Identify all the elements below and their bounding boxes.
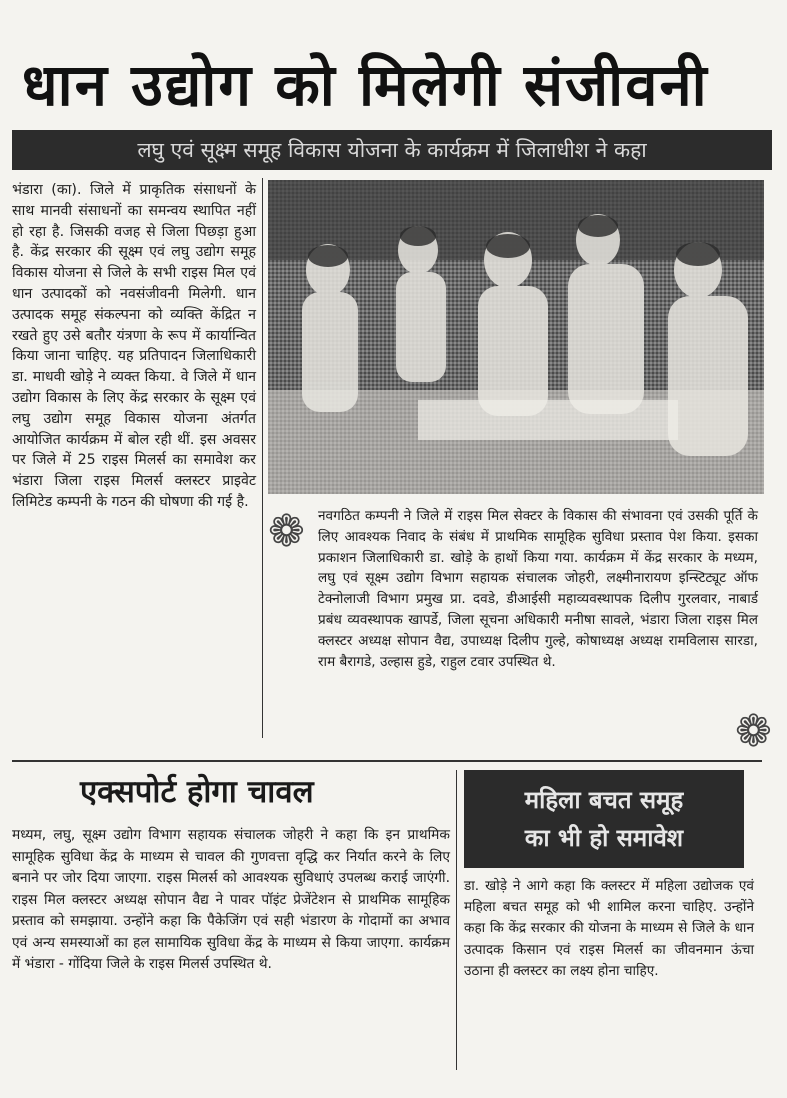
column-divider [262, 178, 263, 738]
news-photo [268, 180, 764, 494]
sidebox-heading-line1: महिला बचत समूह [524, 786, 684, 814]
sidebox-heading-line2: का भी हो समावेश [524, 824, 684, 852]
section-column-divider [456, 770, 457, 1070]
swirl-ornament-end-icon: ❁ [735, 706, 772, 757]
section-body-export: मध्यम, लघु, सूक्ष्म उद्योग विभाग सहायक संचालक जोहरी ने कहा कि इन प्राथमिक सामूहिक सुविधा केंद्र के माध्यम से चावल की गुणवत्ता वृद्धि कर निर्यात करने के लिए बनाने पर जोर दिया जाएगा. राइस मिलर्स को आवश्यक सुविधाएं उपलब्ध कराई जाएंगी. राइस मिल क्लस्टर अध्यक्ष सोपान वैद्य ने पावर पॉइंट प्रेजेंटेशन से प्राथमिक सामूहिक प्रस्ताव को समझाया. उन्होंने कहा कि पैकेजिंग एवं सही भंडारण के गोदामों का अभाव एवं अन्य समस्याओं का हल सामायिक सुविधा केंद्र के माध्यम से किया जाएगा. कार्यक्रम में भंडारा - गोंदिया जिले के राइस मिलर्स उपस्थित थे. [12, 827, 450, 972]
article-headline: धान उद्योग को मिलेगी संजीवनी [22, 51, 709, 119]
section-divider [12, 760, 762, 762]
swirl-ornament-icon: ❁ [268, 506, 305, 557]
article-column-1: भंडारा (का). जिले में प्राकृतिक संसाधनों के साथ मानवी संसाधनों का समन्वय स्थापित नहीं हो रहा है. जिसकी वजह से जिला पिछड़ा हुआ है. केंद्र सरकार की सूक्ष्म एवं लघु उद्योग समूह विकास योजना से जिले के सभी राइस मिल एवं धान उत्पादकों को नवसंजीवनी मिलेगी. धान उत्पादक समूह संकल्पना को व्यक्ति केंद्रित न रखते हुए उसे बतौर यंत्रणा के रूप में कार्यान्वित किया जाना चाहिए. यह प्रतिपादन जिलाधिकारी डा. माधवी खोड़े ने व्यक्त किया. वे जिले में धान उद्योग विकास के लिए केंद्र सरकार के सूक्ष्म एवं लघु उद्योग समूह विकास योजना अंतर्गत आयोजित कार्यक्रम में बोल रही थीं. इस अवसर पर जिले में 25 राइस मिलर्स का समावेश कर भंडारा जिला राइस मिलर्स क्लस्टर प्राइवेट लिमिटेड कम्पनी के गठन की घोषणा की गई है. [12, 182, 256, 510]
article-subheadline: लघु एवं सूक्ष्म समूह विकास योजना के कार्यक्रम में जिलाधीश ने कहा [12, 130, 772, 170]
sidebox-heading [464, 770, 744, 868]
article-column-2: नवगठित कम्पनी ने जिले में राइस मिल सेक्टर के विकास की संभावना एवं उसकी पूर्ति के लिए आवश्यक निवाद के संबंध में प्राथमिक सामूहिक सुविधा प्रस्ताव पेश किया. इसका प्रकाशन जिलाधिकारी डा. खोड़े के हाथों किया गया. कार्यक्रम में केंद्र सरकार के मध्यम, लघु एवं सूक्ष्म उद्योग विभाग सहायक संचालक जोहरी, लक्ष्मीनारायण इन्स्टिट्यूट ऑफ टेक्नोलाजी विभाग प्रमुख प्रा. दवडे, डीआईसी महाव्यवस्थापक दिलीप गुरलवार, नाबार्ड प्रबंध व्यवस्थापक खापर्डे, जिला सूचना अधिकारी मनीषा सावले, भंडारा जिला राइस मिल क्लस्टर अध्यक्ष सोपान वैद्य, उपाध्यक्ष दिलीप गुल्हे, कोषाध्यक्ष अध्यक्ष रामविलास सारडा, राम बैरागडे, उल्हास हुडे, राहुल टवार उपस्थित थे. [318, 508, 758, 670]
section-heading-export: एक्सपोर्ट होगा चावल [80, 774, 314, 810]
sidebox-body: डा. खोड़े ने आगे कहा कि क्लस्टर में महिला उद्योजक एवं महिला बचत समूह को भी शामिल करना चाहिए. उन्होंने कहा कि केंद्र सरकार की योजना के माध्यम से जिले के धान उत्पादक किसान एवं राइस मिलर्स का जीवनमान ऊंचा उठाना ही क्लस्टर का लक्ष्य होना चाहिए. [464, 878, 754, 979]
